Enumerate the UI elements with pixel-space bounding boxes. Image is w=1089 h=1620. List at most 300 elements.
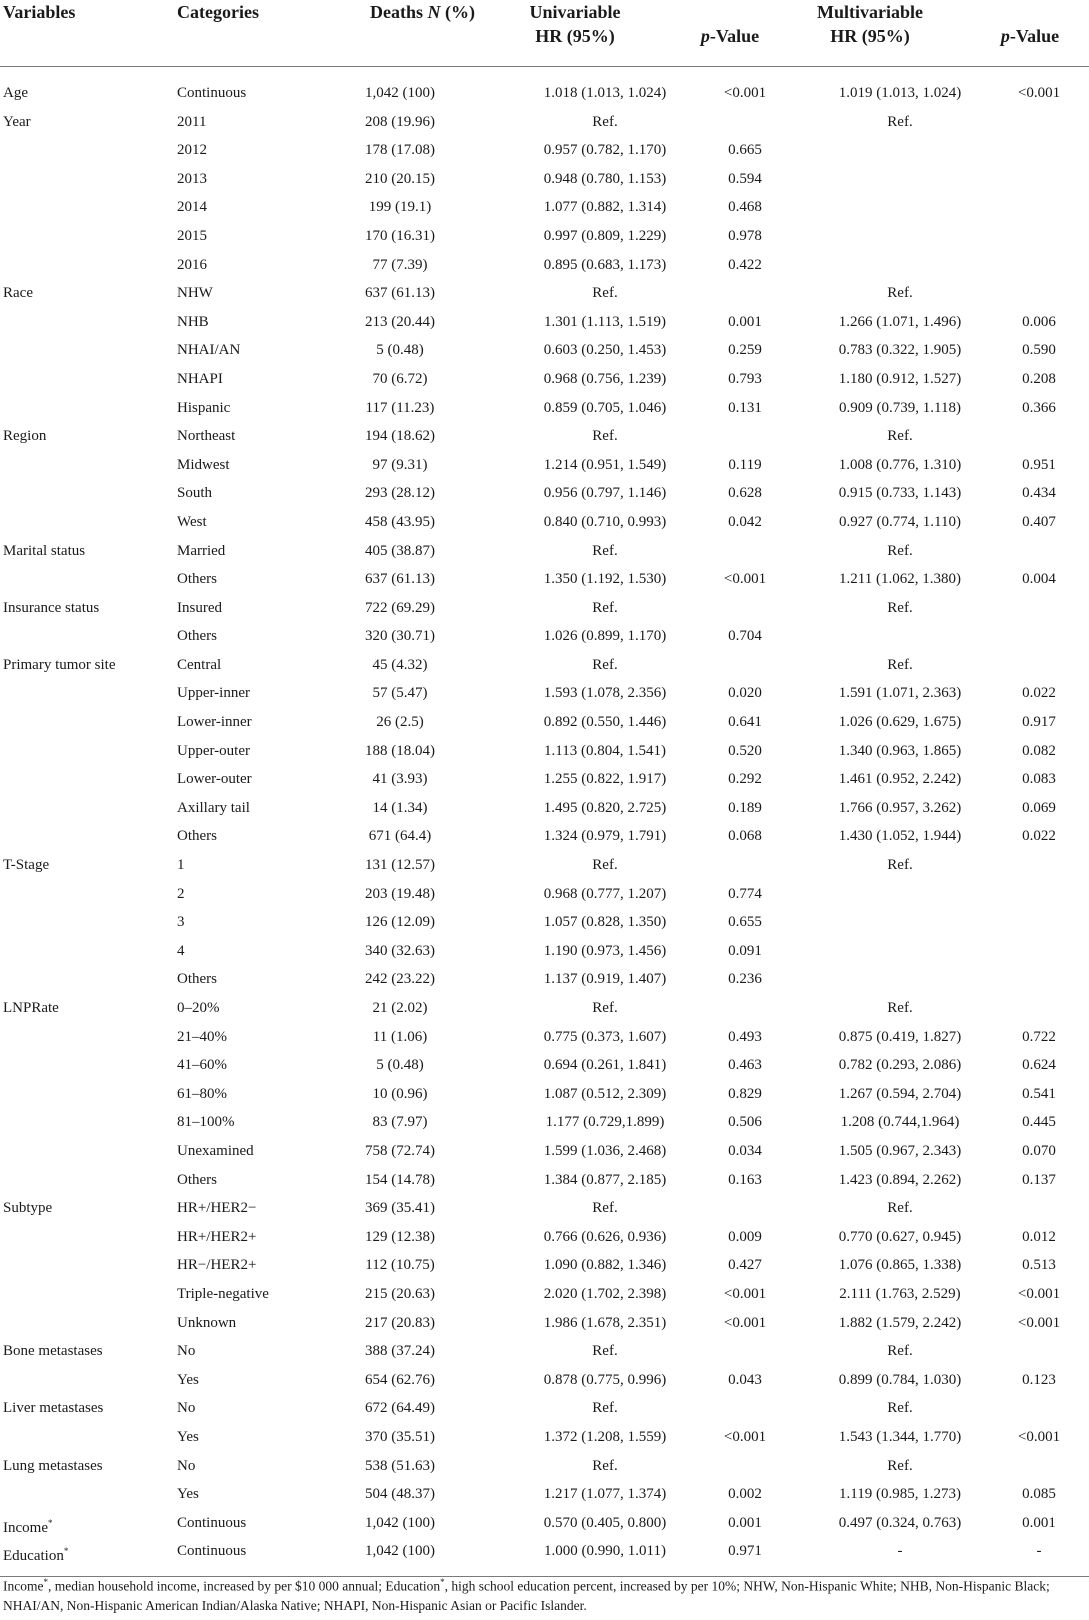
cell-multivariable-hr: 1.591 (1.071, 2.363)	[838, 685, 962, 702]
cell-deaths: 77 (7.39)	[372, 256, 428, 273]
cell-deaths: 504 (48.37)	[365, 1486, 435, 1503]
cell-deaths: 194 (18.62)	[365, 428, 435, 445]
cell-category: Continuous	[177, 1543, 247, 1560]
cell-univariable-p: 0.119	[728, 456, 762, 473]
cell-multivariable-p: <0.001	[1017, 85, 1061, 101]
cell-category: Yes	[177, 1371, 199, 1388]
cell-univariable-p: 0.009	[728, 1228, 762, 1245]
cell-multivariable-hr: 2.111 (1.763, 2.529)	[839, 1285, 961, 1302]
cell-univariable-p: 0.068	[728, 828, 762, 845]
cell-deaths: 97 (9.31)	[372, 456, 428, 473]
table-row	[0, 1280, 1089, 1309]
table-header	[0, 0, 1089, 67]
cell-multivariable-p: 0.123	[1022, 1371, 1056, 1388]
table-row	[0, 765, 1089, 794]
table-row	[0, 908, 1089, 937]
cell-category: Upper-inner	[177, 685, 251, 702]
cell-univariable-hr: Ref.	[592, 599, 618, 616]
cell-category: Unexamined	[177, 1142, 254, 1159]
table-row	[0, 1023, 1089, 1052]
cell-multivariable-hr: Ref.	[887, 656, 913, 673]
cell-deaths: 722 (69.29)	[365, 599, 435, 616]
cell-deaths: 320 (30.71)	[365, 628, 435, 645]
cell-category: Insured	[177, 599, 222, 616]
cell-category: Central	[177, 656, 222, 673]
cell-univariable-hr: 1.137 (0.919, 1.407)	[543, 971, 667, 988]
cell-deaths: 369 (35.41)	[365, 1200, 435, 1217]
cell-variable: Race	[3, 285, 33, 302]
header-multivariable-p: p-Value	[1000, 26, 1060, 46]
cell-univariable-p: 0.001	[728, 313, 762, 330]
cell-univariable-p: 0.002	[728, 1486, 762, 1503]
cell-univariable-hr: Ref.	[592, 1200, 618, 1217]
table-row	[0, 1051, 1089, 1080]
cell-deaths: 217 (20.83)	[365, 1314, 435, 1331]
cell-univariable-p: 0.236	[728, 971, 762, 988]
cell-univariable-hr: Ref.	[592, 113, 618, 130]
cell-univariable-hr: 0.859 (0.705, 1.046)	[543, 399, 667, 416]
cell-category: Continuous	[177, 85, 247, 101]
cell-multivariable-hr: Ref.	[887, 1343, 913, 1360]
cell-univariable-p: 0.043	[728, 1371, 762, 1388]
cell-deaths: 170 (16.31)	[365, 227, 435, 244]
cell-deaths: 758 (72.74)	[365, 1142, 435, 1159]
cell-multivariable-p: 0.022	[1022, 685, 1056, 702]
cell-category: Midwest	[177, 456, 230, 473]
cell-variable: Region	[3, 428, 47, 445]
cell-category: Lower-outer	[177, 771, 252, 788]
cell-multivariable-p: 0.208	[1022, 370, 1056, 387]
cell-multivariable-p: 0.022	[1022, 828, 1056, 845]
table-row	[0, 308, 1089, 337]
cell-univariable-p: 0.163	[728, 1171, 762, 1188]
cell-multivariable-hr: 1.026 (0.629, 1.675)	[838, 714, 962, 731]
cell-univariable-hr: 2.020 (1.702, 2.398)	[543, 1285, 667, 1302]
cell-univariable-hr: 1.077 (0.882, 1.314)	[543, 199, 667, 216]
cell-multivariable-p: <0.001	[1017, 1314, 1061, 1331]
table-row	[0, 822, 1089, 851]
cell-multivariable-p: 0.541	[1022, 1085, 1056, 1102]
cell-deaths: 45 (4.32)	[372, 656, 428, 673]
cell-deaths: 654 (62.76)	[365, 1371, 435, 1388]
cell-univariable-hr: 1.217 (1.077, 1.374)	[543, 1486, 667, 1503]
cell-univariable-hr: Ref.	[592, 656, 618, 673]
cell-multivariable-hr: 1.266 (1.071, 1.496)	[838, 313, 962, 330]
cell-variable: Year	[3, 113, 31, 130]
table-row	[0, 1366, 1089, 1395]
cell-univariable-p: 0.427	[728, 1257, 762, 1274]
header-univariable-hr	[475, 0, 675, 48]
header-univariable-line1: Univariable	[529, 2, 621, 22]
cell-multivariable-hr: 1.119 (0.985, 1.273)	[839, 1486, 961, 1503]
cell-deaths: 154 (14.78)	[365, 1171, 435, 1188]
cell-deaths: 637 (61.13)	[365, 571, 435, 588]
cell-univariable-hr: Ref.	[592, 1000, 618, 1016]
table-row	[0, 651, 1089, 680]
cell-multivariable-hr: 0.497 (0.324, 0.763)	[838, 1514, 962, 1531]
cell-variable: Subtype	[3, 1200, 53, 1217]
cell-category: HR+/HER2+	[177, 1228, 257, 1245]
table-row	[0, 108, 1089, 137]
cell-category: NHW	[177, 285, 213, 302]
cell-univariable-p: 0.704	[728, 628, 762, 645]
cell-univariable-p: <0.001	[723, 1285, 767, 1302]
cell-multivariable-hr: 1.430 (1.052, 1.944)	[838, 828, 962, 845]
cell-multivariable-hr: 0.909 (0.739, 1.118)	[839, 399, 961, 416]
cell-category: Triple-negative	[177, 1285, 269, 1302]
cell-univariable-hr: Ref.	[592, 428, 618, 445]
table-row	[0, 365, 1089, 394]
cell-univariable-hr: 0.840 (0.710, 0.993)	[543, 513, 667, 530]
cell-category: South	[177, 485, 213, 502]
cell-variable: Bone metastases	[3, 1343, 103, 1360]
cell-category: Unknown	[177, 1314, 237, 1331]
cell-multivariable-hr: 1.543 (1.344, 1.770)	[838, 1428, 962, 1445]
cell-deaths: 178 (17.08)	[365, 142, 435, 159]
cell-univariable-hr: 0.968 (0.777, 1.207)	[543, 885, 667, 902]
cell-multivariable-p: <0.001	[1017, 1285, 1061, 1302]
table-row	[0, 880, 1089, 909]
cell-category: Northeast	[177, 428, 236, 445]
cell-multivariable-p: 0.085	[1022, 1486, 1056, 1503]
cell-variable: T-Stage	[3, 857, 50, 874]
cell-deaths: 637 (61.13)	[365, 285, 435, 302]
cell-deaths: 215 (20.63)	[365, 1285, 435, 1302]
cell-univariable-p: 0.292	[728, 771, 762, 788]
cell-univariable-hr: Ref.	[592, 542, 618, 559]
table-row	[0, 79, 1089, 108]
table-row	[0, 1423, 1089, 1452]
cell-multivariable-p: 0.445	[1022, 1114, 1056, 1131]
cell-multivariable-p: 0.917	[1022, 714, 1056, 731]
cell-univariable-p: 0.829	[728, 1085, 762, 1102]
cell-univariable-p: 0.131	[728, 399, 762, 416]
cell-univariable-hr: 0.892 (0.550, 1.446)	[543, 714, 667, 731]
table-footnote: Income*, median household income, increased by per $10 000 annual; Education*, high school education percent, increased by per 10%; NHW, Non-Hispanic White; NHB, Non-Hispanic Black; NHAI/AN, Non-Hispanic American Indian/Alaska Native; NHAPI, Non-Hispanic Asian or Pacific Islander.	[3, 1577, 1050, 1613]
cell-univariable-hr: 1.190 (0.973, 1.456)	[543, 942, 667, 959]
cell-univariable-hr: 1.057 (0.828, 1.350)	[543, 914, 667, 931]
cell-variable: Marital status	[3, 542, 86, 559]
cell-univariable-hr: 0.775 (0.373, 1.607)	[543, 1028, 667, 1045]
cell-deaths: 242 (23.22)	[365, 971, 435, 988]
cell-univariable-p: 0.463	[728, 1057, 762, 1074]
table-row	[0, 336, 1089, 365]
cell-category: NHAI/AN	[177, 342, 241, 359]
cell-deaths: 5 (0.48)	[376, 1057, 424, 1074]
cell-deaths: 340 (32.63)	[365, 942, 435, 959]
table-row	[0, 1223, 1089, 1252]
cell-category: 2016	[177, 256, 207, 273]
cell-multivariable-hr: 1.505 (0.967, 2.343)	[838, 1142, 962, 1159]
cell-univariable-hr: 0.570 (0.405, 0.800)	[543, 1514, 667, 1531]
cell-multivariable-p: 0.590	[1022, 342, 1056, 359]
table-row	[0, 394, 1089, 423]
cell-deaths: 41 (3.93)	[372, 771, 428, 788]
cell-multivariable-p: <0.001	[1017, 1428, 1061, 1445]
header-univariable-p: p-Value	[700, 26, 760, 46]
cell-category: 2011	[177, 113, 207, 130]
table-row	[0, 1509, 1089, 1538]
cell-category: 4	[177, 942, 185, 959]
cell-univariable-p: 0.793	[728, 370, 762, 387]
cell-univariable-hr: 0.956 (0.797, 1.146)	[543, 485, 667, 502]
cell-univariable-p: 0.655	[728, 914, 762, 931]
cell-univariable-p: 0.594	[728, 170, 762, 187]
cell-univariable-hr: Ref.	[592, 1400, 618, 1417]
cell-univariable-p: 0.520	[728, 742, 762, 759]
cell-deaths: 26 (2.5)	[376, 714, 424, 731]
cell-multivariable-hr: 0.915 (0.733, 1.143)	[838, 485, 962, 502]
cell-univariable-hr: 0.968 (0.756, 1.239)	[543, 370, 667, 387]
cell-category: Others	[177, 971, 217, 988]
table-row	[0, 537, 1089, 566]
cell-multivariable-hr: Ref.	[887, 1000, 913, 1016]
cell-multivariable-hr: 1.882 (1.579, 2.242)	[838, 1314, 962, 1331]
cell-univariable-hr: 1.372 (1.208, 1.559)	[543, 1428, 667, 1445]
cell-multivariable-p: -	[1036, 1543, 1042, 1560]
table-row	[0, 851, 1089, 880]
cell-multivariable-p: 0.069	[1022, 799, 1056, 816]
cell-univariable-hr: 1.986 (1.678, 2.351)	[543, 1314, 667, 1331]
cell-category: Hispanic	[177, 399, 231, 416]
header-categories: Categories	[177, 2, 259, 22]
header-univariable-line2: HR (95%)	[535, 26, 615, 46]
table-row	[0, 279, 1089, 308]
cell-multivariable-hr: 1.008 (0.776, 1.310)	[838, 456, 962, 473]
cell-multivariable-p: 0.137	[1022, 1171, 1056, 1188]
cell-category: Yes	[177, 1486, 199, 1503]
cell-univariable-p: 0.020	[728, 685, 762, 702]
table-row	[0, 1108, 1089, 1137]
cell-univariable-hr: 1.255 (0.822, 1.917)	[543, 771, 667, 788]
cell-multivariable-hr: Ref.	[887, 857, 913, 874]
cell-category: 2014	[177, 199, 207, 216]
cell-multivariable-hr: -	[897, 1543, 903, 1560]
cell-category: 0–20%	[177, 1000, 220, 1016]
cell-deaths: 199 (19.1)	[368, 199, 432, 216]
table-row	[0, 622, 1089, 651]
cell-deaths: 11 (1.06)	[372, 1028, 428, 1045]
cell-category: 61–80%	[177, 1085, 227, 1102]
cell-univariable-hr: 1.301 (1.113, 1.519)	[544, 313, 666, 330]
cell-multivariable-p: 0.070	[1022, 1142, 1056, 1159]
cell-category: No	[177, 1400, 196, 1417]
cell-univariable-hr: Ref.	[592, 1343, 618, 1360]
cell-multivariable-p: 0.001	[1022, 1514, 1056, 1531]
cell-univariable-hr: 1.000 (0.990, 1.011)	[544, 1543, 666, 1560]
cell-univariable-hr: 0.878 (0.775, 0.996)	[543, 1371, 667, 1388]
cell-univariable-hr: 1.593 (1.078, 2.356)	[543, 685, 667, 702]
header-multivariable-line1: Multivariable	[817, 2, 923, 22]
table-row	[0, 794, 1089, 823]
cell-category: 1	[177, 857, 185, 874]
cell-univariable-p: 0.493	[728, 1028, 762, 1045]
cell-deaths: 538 (51.63)	[365, 1457, 435, 1474]
cell-multivariable-hr: 1.076 (0.865, 1.338)	[838, 1257, 962, 1274]
cell-univariable-hr: 0.603 (0.250, 1.453)	[543, 342, 667, 359]
cell-category: HR+/HER2−	[177, 1200, 257, 1217]
cell-deaths: 10 (0.96)	[372, 1085, 428, 1102]
cell-deaths: 131 (12.57)	[365, 857, 435, 874]
cell-univariable-p: 0.189	[728, 799, 762, 816]
cell-deaths: 57 (5.47)	[372, 685, 428, 702]
table-row	[0, 451, 1089, 480]
cell-univariable-hr: 1.177 (0.729,1.899)	[545, 1114, 665, 1131]
cell-category: 2015	[177, 227, 207, 244]
cell-category: 2013	[177, 170, 207, 187]
cell-multivariable-hr: Ref.	[887, 1400, 913, 1417]
cell-variable: Age	[3, 85, 28, 101]
table-row	[0, 1480, 1089, 1509]
cell-category: Others	[177, 571, 217, 588]
table-row	[0, 136, 1089, 165]
cell-multivariable-p: 0.366	[1022, 399, 1056, 416]
cell-multivariable-hr: Ref.	[887, 1200, 913, 1217]
cell-multivariable-hr: Ref.	[887, 1457, 913, 1474]
cell-multivariable-p: 0.083	[1022, 771, 1056, 788]
cell-univariable-p: 0.506	[728, 1114, 762, 1131]
cell-category: West	[177, 513, 207, 530]
cell-deaths: 188 (18.04)	[365, 742, 435, 759]
cell-multivariable-hr: 1.340 (0.963, 1.865)	[838, 742, 962, 759]
cell-multivariable-p: 0.006	[1022, 313, 1056, 330]
cell-category: Upper-outer	[177, 742, 251, 759]
cell-univariable-hr: Ref.	[592, 857, 618, 874]
table-row	[0, 165, 1089, 194]
cell-univariable-p: 0.259	[728, 342, 762, 359]
cell-univariable-p: 0.978	[728, 227, 762, 244]
cell-category: HR−/HER2+	[177, 1257, 257, 1274]
cell-univariable-hr: 1.495 (0.820, 2.725)	[543, 799, 667, 816]
table-row	[0, 1137, 1089, 1166]
cell-univariable-p: 0.641	[728, 714, 762, 731]
cell-category: Yes	[177, 1428, 199, 1445]
cell-category: Continuous	[177, 1514, 247, 1531]
cell-univariable-p: 0.001	[728, 1514, 762, 1531]
cell-multivariable-p: 0.722	[1022, 1028, 1056, 1045]
cell-multivariable-hr: 0.875 (0.419, 1.827)	[838, 1028, 962, 1045]
table-row	[0, 1394, 1089, 1423]
cell-deaths: 5 (0.48)	[376, 342, 424, 359]
table-row	[0, 1452, 1089, 1481]
cell-multivariable-hr: 0.899 (0.784, 1.030)	[838, 1371, 962, 1388]
cell-deaths: 671 (64.4)	[368, 828, 432, 845]
table-row	[0, 708, 1089, 737]
cell-category: NHB	[177, 313, 209, 330]
table-row	[0, 565, 1089, 594]
cell-deaths: 112 (10.75)	[365, 1257, 435, 1274]
cell-deaths: 126 (12.09)	[365, 914, 435, 931]
cell-univariable-hr: 1.599 (1.036, 2.468)	[543, 1142, 667, 1159]
cell-category: 2012	[177, 142, 207, 159]
cell-univariable-hr: 1.350 (1.192, 1.530)	[543, 571, 667, 588]
cell-deaths: 1,042 (100)	[365, 1543, 435, 1560]
table-row	[0, 479, 1089, 508]
cell-univariable-p: 0.628	[728, 485, 762, 502]
cell-category: Lower-inner	[177, 714, 252, 731]
cell-category: Married	[177, 542, 226, 559]
cell-multivariable-p: 0.434	[1022, 485, 1056, 502]
cell-univariable-p: <0.001	[723, 1428, 767, 1445]
cell-univariable-hr: 1.018 (1.013, 1.024)	[543, 85, 667, 101]
table-row	[0, 994, 1089, 1023]
cell-category: NHAPI	[177, 370, 223, 387]
cell-univariable-p: 0.091	[728, 942, 762, 959]
cell-univariable-p: <0.001	[723, 571, 767, 588]
cell-deaths: 405 (38.87)	[365, 542, 435, 559]
cell-univariable-p: <0.001	[723, 1314, 767, 1331]
cell-multivariable-hr: 1.211 (1.062, 1.380)	[839, 571, 961, 588]
cell-deaths: 208 (19.96)	[365, 113, 435, 130]
cell-multivariable-p: 0.012	[1022, 1228, 1056, 1245]
cell-univariable-p: 0.971	[728, 1543, 762, 1560]
table-row	[0, 1080, 1089, 1109]
cell-variable: Income*	[3, 1517, 53, 1536]
table-row	[0, 1251, 1089, 1280]
cell-deaths: 21 (2.02)	[372, 1000, 428, 1016]
cell-multivariable-hr: Ref.	[887, 285, 913, 302]
header-multivariable-hr	[770, 0, 970, 48]
cell-multivariable-hr: Ref.	[887, 542, 913, 559]
table-row	[0, 1166, 1089, 1195]
cell-deaths: 672 (64.49)	[365, 1400, 435, 1417]
cell-multivariable-hr: 1.461 (0.952, 2.242)	[838, 771, 962, 788]
cell-multivariable-hr: Ref.	[887, 113, 913, 130]
cell-multivariable-hr: Ref.	[887, 599, 913, 616]
cell-univariable-hr: 0.766 (0.626, 0.936)	[543, 1228, 667, 1245]
cell-multivariable-hr: 0.782 (0.293, 2.086)	[838, 1057, 962, 1074]
cell-deaths: 458 (43.95)	[365, 513, 435, 530]
cell-category: Axillary tail	[177, 799, 250, 816]
cell-category: 21–40%	[177, 1028, 227, 1045]
cell-deaths: 203 (19.48)	[365, 885, 435, 902]
cell-multivariable-hr: 0.927 (0.774, 1.110)	[839, 513, 961, 530]
cell-variable: Insurance status	[3, 599, 100, 616]
table-row	[0, 1337, 1089, 1366]
cell-univariable-hr: 0.957 (0.782, 1.170)	[543, 142, 667, 159]
cell-univariable-hr: 1.324 (0.979, 1.791)	[543, 828, 667, 845]
header-variables: Variables	[3, 2, 76, 22]
cell-multivariable-hr: 0.783 (0.322, 1.905)	[838, 342, 962, 359]
cell-multivariable-hr: 1.180 (0.912, 1.527)	[838, 370, 962, 387]
cell-category: 41–60%	[177, 1057, 227, 1074]
table-row	[0, 508, 1089, 537]
cell-multivariable-hr: 1.019 (1.013, 1.024)	[838, 85, 962, 101]
header-deaths: Deaths N (%)	[370, 2, 475, 22]
cell-deaths: 1,042 (100)	[365, 1514, 435, 1531]
table-row	[0, 937, 1089, 966]
cell-category: Others	[177, 628, 217, 645]
table-row	[0, 1194, 1089, 1223]
cell-univariable-p: 0.422	[728, 256, 762, 273]
table-row	[0, 737, 1089, 766]
cell-category: 2	[177, 885, 185, 902]
cell-deaths: 14 (1.34)	[372, 799, 428, 816]
cell-multivariable-hr: 1.766 (0.957, 3.262)	[838, 799, 962, 816]
cell-multivariable-hr: 1.267 (0.594, 2.704)	[838, 1085, 962, 1102]
cell-univariable-hr: 1.026 (0.899, 1.170)	[543, 628, 667, 645]
table-row	[0, 222, 1089, 251]
cell-multivariable-hr: 1.423 (0.894, 2.262)	[838, 1171, 962, 1188]
cell-variable: Primary tumor site	[3, 656, 116, 673]
cell-univariable-p: 0.665	[728, 142, 762, 159]
cell-multivariable-p: 0.407	[1022, 513, 1056, 530]
cell-univariable-hr: Ref.	[592, 1457, 618, 1474]
cell-category: No	[177, 1457, 196, 1474]
table-row	[0, 193, 1089, 222]
cell-univariable-hr: Ref.	[592, 285, 618, 302]
header-multivariable-line2: HR (95%)	[830, 26, 910, 46]
